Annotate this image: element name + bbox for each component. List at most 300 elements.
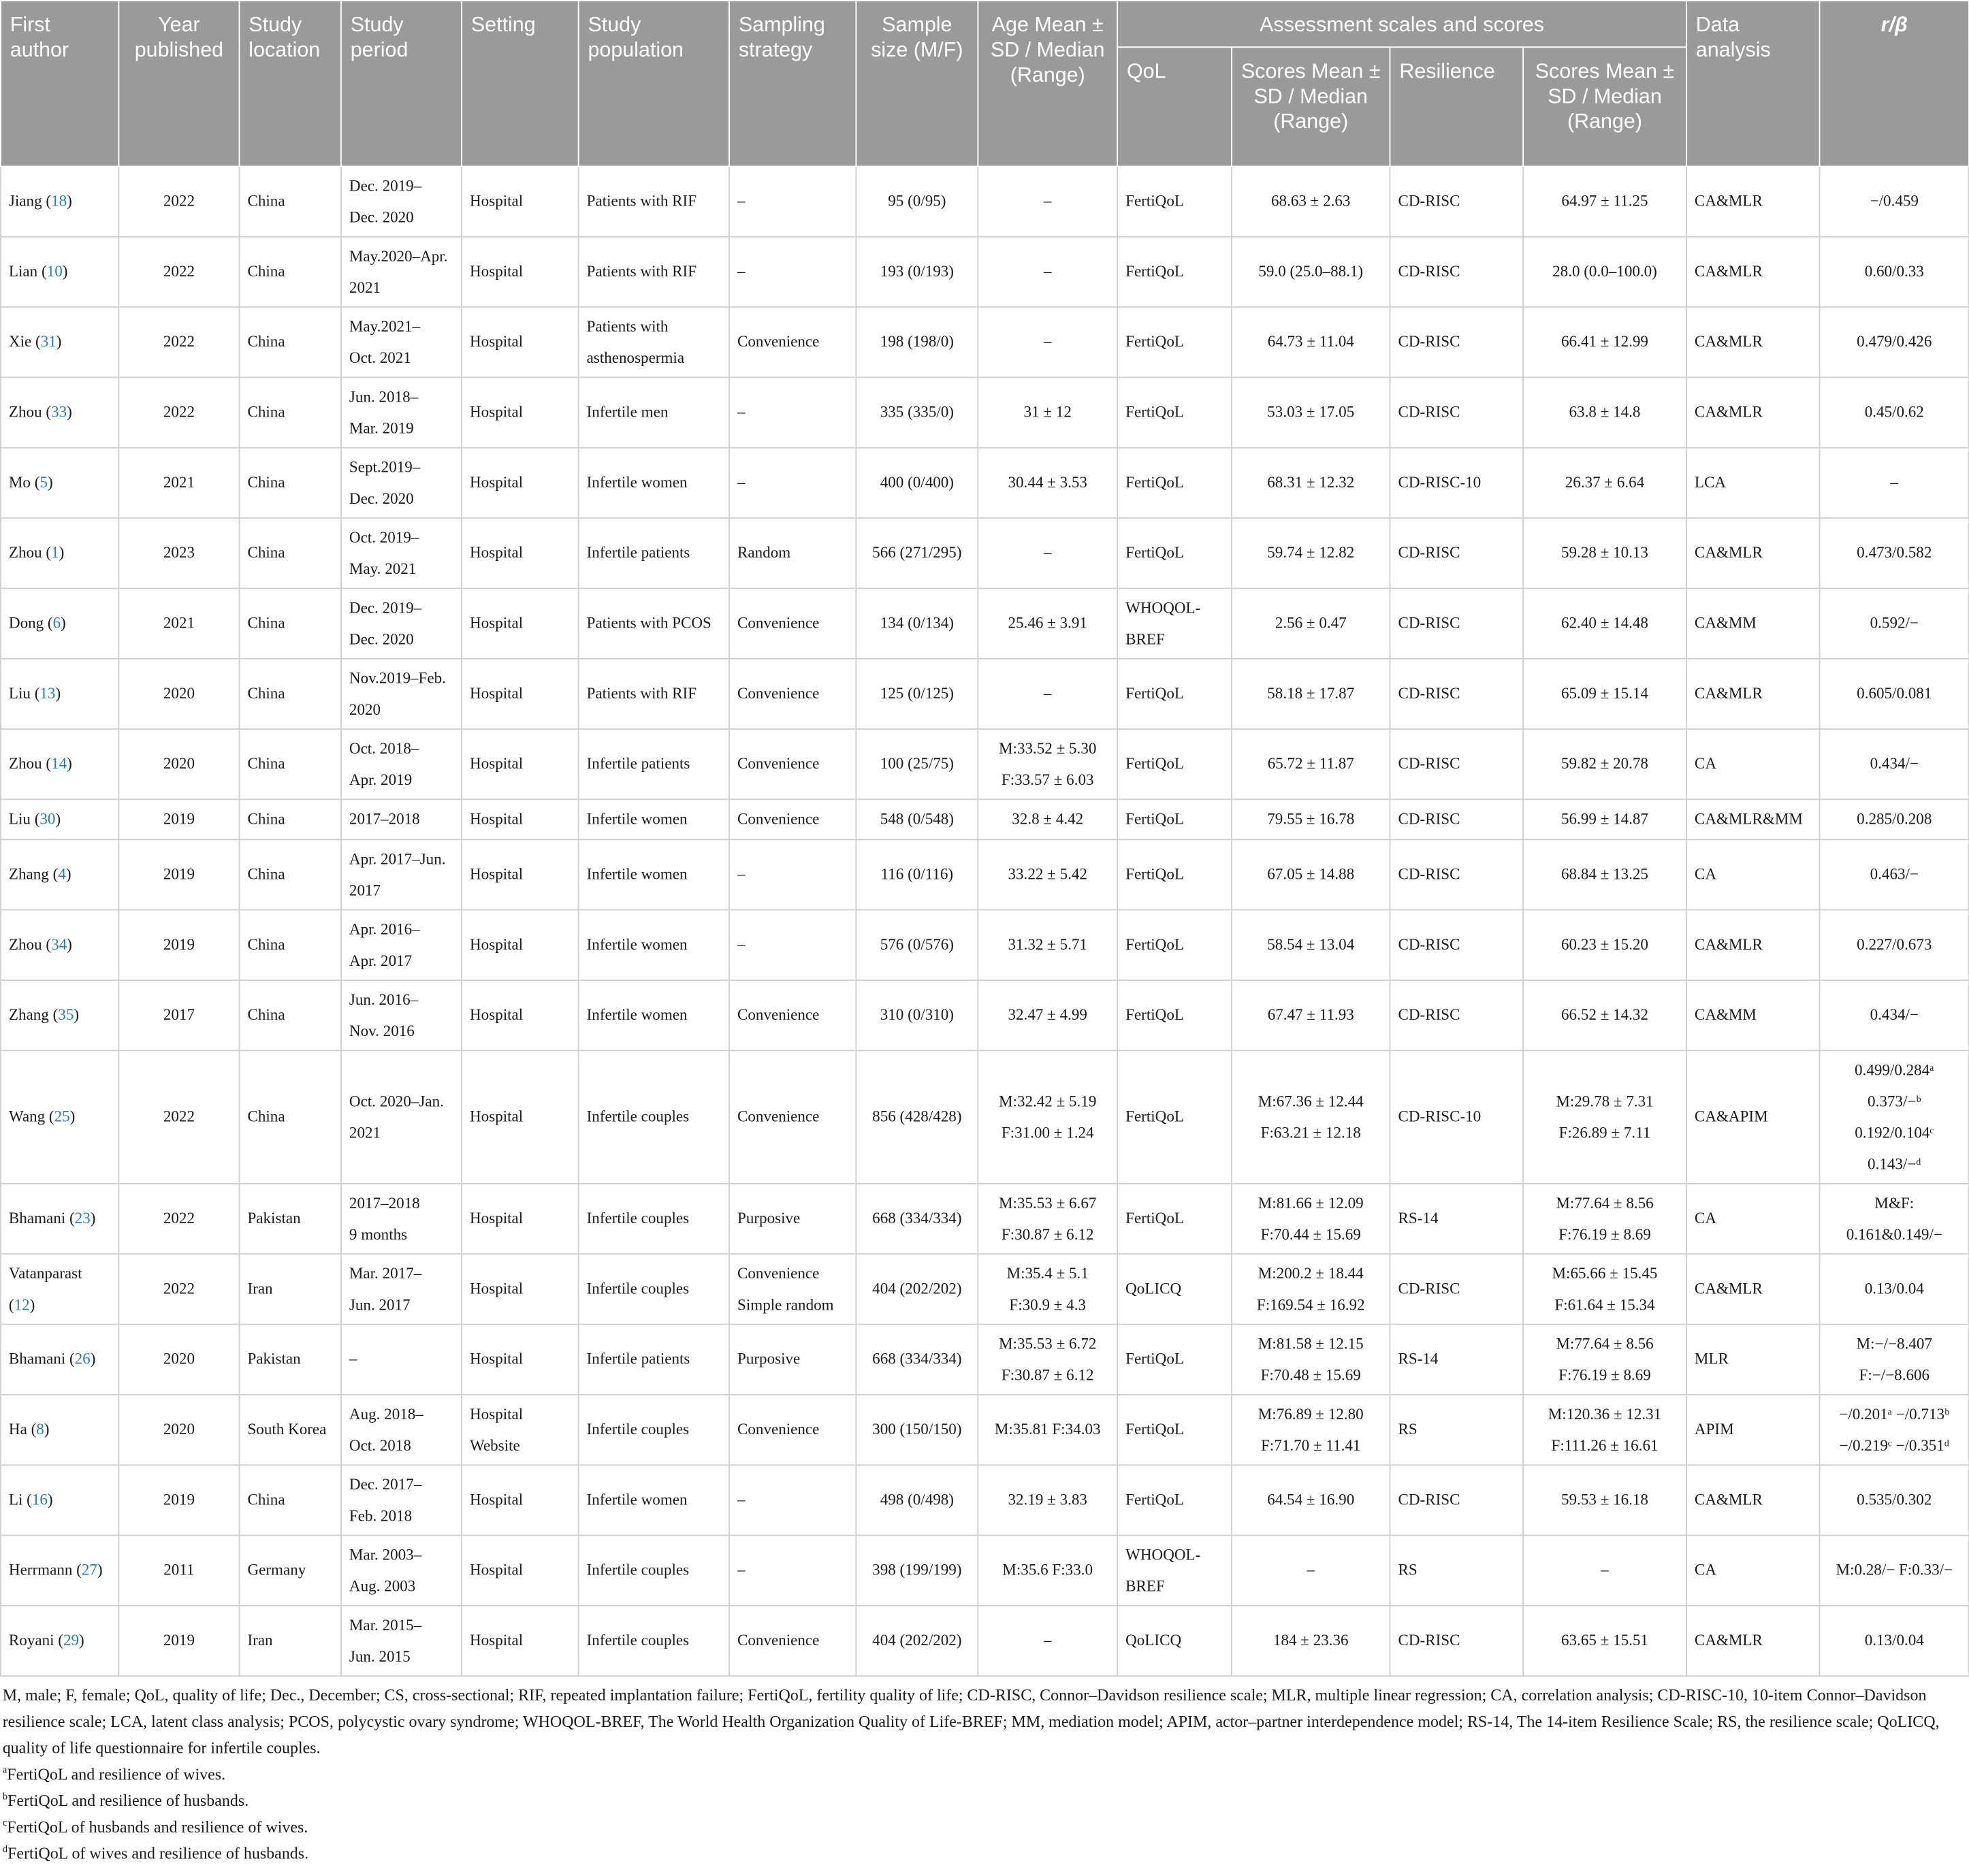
cell-analysis: MLR <box>1686 1325 1820 1395</box>
cell-author: Liu (13) <box>1 659 118 729</box>
cell-r-beta <box>1820 1395 1969 1465</box>
cell-sampling <box>729 166 856 236</box>
cell-year: 2019 <box>118 1465 239 1535</box>
cell-qol <box>1117 799 1232 839</box>
cell-analysis: LCA <box>1686 448 1820 518</box>
cell-r-beta <box>1820 1254 1969 1324</box>
footnote-mark: c <box>2 1817 7 1828</box>
cell-resilience: CD-RISC-10 <box>1390 1050 1523 1184</box>
cell-year: 2022 <box>118 1184 239 1254</box>
cell-sampling <box>729 839 856 909</box>
header-first-author: First author <box>1 1 118 167</box>
cell-period-line: – <box>349 1350 357 1368</box>
table-row <box>1 1050 1969 1184</box>
cell-age <box>978 659 1117 729</box>
cell-resilience: CD-RISC-10 <box>1390 448 1523 518</box>
cell-setting <box>462 237 579 307</box>
author-name: Mo <box>8 473 31 491</box>
cell-author: Royani (29) <box>1 1606 118 1676</box>
cell-period-line: Apr. 2017–Jun. <box>349 850 446 867</box>
cell-sampling <box>729 980 856 1050</box>
table-body <box>1 166 1969 1676</box>
cell-year: 2019 <box>118 910 239 980</box>
cell-qol-scores-line: M:76.89 ± 12.80 <box>1258 1404 1364 1423</box>
cell-resilience-scores-line: 65.09 ± 15.14 <box>1560 684 1648 702</box>
cell-qol-scores-line: F:63.21 ± 12.18 <box>1260 1123 1361 1142</box>
cell-setting <box>462 729 579 799</box>
cell-qol-scores <box>1232 448 1390 518</box>
cell-population <box>579 799 729 839</box>
author-name: Bhamani <box>8 1209 66 1227</box>
cell-r-beta-line: M:−/−8.407 <box>1856 1334 1932 1353</box>
reference-link[interactable]: 6 <box>52 614 61 632</box>
cell-qol-scores-line: M:81.58 ± 12.15 <box>1258 1334 1364 1353</box>
header-analysis: Data analysis <box>1686 1 1820 167</box>
header-sampling: Sampling strategy <box>729 1 856 167</box>
cell-age <box>978 1325 1117 1395</box>
cell-qol-line: FertiQoL <box>1125 754 1184 773</box>
cell-sampling <box>729 448 856 518</box>
cell-age <box>978 1184 1117 1254</box>
cell-age <box>978 377 1117 447</box>
cell-age-line: 31 ± 12 <box>1023 403 1072 421</box>
cell-setting-line: Hospital <box>470 1561 524 1579</box>
cell-resilience-scores-line: F:111.26 ± 16.61 <box>1551 1436 1659 1454</box>
cell-qol-scores <box>1232 1184 1390 1254</box>
cell-year: 2022 <box>118 307 239 377</box>
cell-r-beta <box>1820 588 1969 658</box>
cell-qol-scores <box>1232 799 1390 839</box>
cell-population <box>579 910 729 980</box>
cell-setting-line: Website <box>470 1436 520 1454</box>
cell-sampling <box>729 659 856 729</box>
cell-qol-scores-line: – <box>1307 1561 1315 1579</box>
cell-resilience-scores <box>1523 1395 1686 1465</box>
cell-period-line: Dec. 2020 <box>349 630 414 648</box>
reference-link[interactable]: 12 <box>14 1295 30 1313</box>
cell-qol-scores-line: M:67.36 ± 12.44 <box>1258 1092 1364 1110</box>
cell-resilience: CD-RISC <box>1390 1254 1523 1324</box>
cell-sampling <box>729 1184 856 1254</box>
table-row <box>1 448 1969 518</box>
cell-r-beta <box>1820 166 1969 236</box>
cell-qol-scores <box>1232 910 1390 980</box>
cell-period-line: Jun. 2016– <box>349 990 419 1008</box>
cell-resilience-scores-line: 26.37 ± 6.64 <box>1565 473 1645 491</box>
cell-sample-size: 95 (0/95) <box>856 166 978 236</box>
cell-population-line: Infertile couples <box>586 1420 690 1438</box>
cell-age-line: M:35.6 F:33.0 <box>1002 1561 1093 1579</box>
cell-qol-scores-line: 58.18 ± 17.87 <box>1267 684 1355 702</box>
footnote-text: FertiQoL and resilience of wives. <box>7 1764 226 1783</box>
cell-setting-line: Hospital <box>470 1209 524 1227</box>
cell-sampling-line: Convenience <box>737 1263 820 1282</box>
cell-population-line: Infertile women <box>586 1005 688 1024</box>
reference-link[interactable]: 33 <box>51 403 67 421</box>
cell-period-line: Aug. 2003 <box>349 1576 416 1595</box>
cell-year: 2020 <box>118 729 239 799</box>
cell-setting-line: Hospital <box>470 332 524 351</box>
reference-link[interactable]: 29 <box>63 1631 80 1649</box>
cell-period-line: 2017–2018 <box>349 810 420 828</box>
cell-resilience-scores-line: F:26.89 ± 7.11 <box>1558 1123 1651 1142</box>
cell-r-beta-line: 0.143/−ᵈ <box>1868 1154 1921 1173</box>
cell-period-line: Dec. 2017– <box>349 1474 422 1493</box>
cell-resilience-scores-line: 66.41 ± 12.99 <box>1560 332 1648 351</box>
cell-sampling <box>729 1050 856 1184</box>
cell-year: 2022 <box>118 377 239 447</box>
cell-qol-scores-line: 184 ± 23.36 <box>1272 1631 1349 1649</box>
cell-population <box>579 729 729 799</box>
table-row <box>1 307 1969 377</box>
cell-resilience-scores-line: 28.0 (0.0–100.0) <box>1552 262 1657 280</box>
table-row <box>1 1465 1969 1535</box>
cell-qol-scores <box>1232 1050 1390 1184</box>
cell-resilience-scores-line: 60.23 ± 15.20 <box>1560 935 1648 954</box>
cell-period <box>341 1395 462 1465</box>
cell-location: China <box>239 980 340 1050</box>
cell-analysis: CA <box>1686 729 1820 799</box>
reference-link[interactable]: 5 <box>39 473 48 491</box>
cell-population <box>579 1325 729 1395</box>
cell-r-beta <box>1820 237 1969 307</box>
header-age: Age Mean ± SD / Median (Range) <box>978 1 1117 167</box>
cell-resilience-scores <box>1523 166 1686 236</box>
cell-age-line: F:33.57 ± 6.03 <box>1001 770 1094 788</box>
cell-period-line: Jun. 2018– <box>349 387 419 406</box>
cell-r-beta-line: 0.434/− <box>1870 754 1919 773</box>
cell-setting-line: Hospital <box>470 1631 524 1649</box>
abbreviations-note: M, male; F, female; QoL, quality of life; Dec., December; CS, cross-sectional; RIF, repeated implantation failure; FertiQoL, fertility quality of life; CD-RISC, Connor–Davidson resilience scale; MLR, multiple linear regression; CA, correlation analysis; CD-RISC-10, 10-item Connor–Davidson resilience scale; LCA, latent class analysis; PCOS, polycystic ovary syndrome; WHOQOL-BREF, The World Health Organization Quality of Life-BREF; MM, mediation model; APIM, actor–partner interdependence model; RS-14, The 14-item Resilience Scale; RS, the resilience scale; QoLICQ, quality of life questionnaire for infertile couples. <box>2 1685 1940 1758</box>
table-row <box>1 1606 1969 1676</box>
cell-sampling-line: – <box>737 1491 746 1508</box>
reference-link[interactable]: 4 <box>58 865 66 884</box>
cell-location: China <box>239 518 340 588</box>
cell-location: China <box>239 588 340 658</box>
cell-r-beta <box>1820 910 1969 980</box>
cell-period <box>341 910 462 980</box>
cell-sampling <box>729 518 856 588</box>
cell-period <box>341 518 462 588</box>
cell-age <box>978 448 1117 518</box>
cell-population <box>579 659 729 729</box>
cell-population-line: Patients with PCOS <box>586 614 711 632</box>
cell-sampling <box>729 910 856 980</box>
table-row <box>1 377 1969 447</box>
cell-period-line: May.2021– <box>349 317 421 335</box>
cell-period-line: Nov. 2016 <box>349 1021 415 1039</box>
cell-location: China <box>239 659 340 729</box>
cell-r-beta-line: 0.13/0.04 <box>1864 1280 1924 1297</box>
cell-qol-scores <box>1232 588 1390 658</box>
reference-link[interactable]: 27 <box>81 1561 97 1579</box>
cell-qol <box>1117 588 1232 658</box>
cell-qol-line: FertiQoL <box>1125 1107 1184 1126</box>
reference-link[interactable]: 25 <box>54 1107 70 1126</box>
header-setting: Setting <box>462 1 579 167</box>
cell-sample-size: 116 (0/116) <box>856 839 978 909</box>
cell-period-line: Oct. 2018 <box>349 1436 411 1454</box>
cell-period <box>341 307 462 377</box>
cell-author: Liu (30) <box>1 799 118 839</box>
cell-qol-scores-line: 64.54 ± 16.90 <box>1267 1491 1355 1508</box>
cell-resilience-scores <box>1523 588 1686 658</box>
footnote <box>3 1761 1962 1788</box>
cell-resilience: RS <box>1390 1395 1523 1465</box>
cell-period-line: Mar. 2017– <box>349 1263 422 1282</box>
author-name: Wang <box>8 1107 46 1126</box>
cell-period-line: Aug. 2018– <box>349 1404 423 1423</box>
reference-link[interactable]: 16 <box>31 1491 48 1508</box>
cell-sample-size: 576 (0/576) <box>856 910 978 980</box>
cell-resilience-scores-line: 59.53 ± 16.18 <box>1560 1491 1648 1508</box>
table-row <box>1 659 1969 729</box>
cell-setting <box>462 448 579 518</box>
cell-qol-scores <box>1232 980 1390 1050</box>
cell-qol <box>1117 839 1232 909</box>
cell-age-line: M:35.53 ± 6.67 <box>999 1193 1097 1212</box>
cell-setting-line: Hospital <box>470 403 524 421</box>
cell-resilience: RS-14 <box>1390 1325 1523 1395</box>
cell-age-line: – <box>1043 332 1052 351</box>
cell-location: China <box>239 307 340 377</box>
cell-r-beta <box>1820 1606 1969 1676</box>
cell-population-line: Infertile couples <box>586 1561 690 1579</box>
cell-setting <box>462 799 579 839</box>
cell-population <box>579 518 729 588</box>
table-row <box>1 1254 1969 1324</box>
cell-qol <box>1117 307 1232 377</box>
cell-sampling-line: Convenience <box>737 810 820 828</box>
cell-year: 2022 <box>118 237 239 307</box>
cell-r-beta <box>1820 799 1969 839</box>
cell-analysis: CA&MLR <box>1686 377 1820 447</box>
cell-age <box>978 1395 1117 1465</box>
reference-link[interactable]: 10 <box>46 262 63 280</box>
cell-setting-line: Hospital <box>470 865 524 884</box>
cell-resilience-scores <box>1523 799 1686 839</box>
cell-sample-size: 193 (0/193) <box>856 237 978 307</box>
cell-sample-size: 310 (0/310) <box>856 980 978 1050</box>
reference-link[interactable]: 8 <box>36 1420 44 1438</box>
reference-link[interactable]: 31 <box>40 332 57 351</box>
header-qol-scores: Scores Mean ± SD / Median (Range) <box>1232 47 1390 166</box>
cell-resilience-scores <box>1523 1254 1686 1324</box>
cell-sample-size: 566 (271/295) <box>856 518 978 588</box>
table-row <box>1 910 1969 980</box>
cell-age-line: – <box>1043 192 1052 210</box>
cell-population <box>579 166 729 236</box>
cell-analysis: CA&MM <box>1686 980 1820 1050</box>
cell-period-line: Dec. 2020 <box>349 208 414 226</box>
cell-period <box>341 588 462 658</box>
table-row <box>1 729 1969 799</box>
cell-location: China <box>239 799 340 839</box>
table-row <box>1 518 1969 588</box>
header-resilience-scores: Scores Mean ± SD / Median (Range) <box>1523 47 1686 166</box>
table-notes <box>0 1677 1965 1866</box>
cell-setting <box>462 518 579 588</box>
cell-sampling-line: – <box>737 192 746 210</box>
cell-qol-scores-line: 65.72 ± 11.87 <box>1267 754 1354 773</box>
cell-setting <box>462 659 579 729</box>
cell-setting <box>462 1184 579 1254</box>
cell-qol-scores-line: 59.0 (25.0–88.1) <box>1258 262 1364 280</box>
cell-analysis: CA&MLR <box>1686 518 1820 588</box>
cell-resilience: RS-14 <box>1390 1184 1523 1254</box>
cell-r-beta <box>1820 729 1969 799</box>
cell-location: China <box>239 237 340 307</box>
cell-qol-line: FertiQoL <box>1125 1005 1184 1024</box>
reference-link[interactable]: 13 <box>39 684 56 702</box>
cell-sampling-line: – <box>737 403 746 421</box>
cell-author: Zhou (1) <box>1 518 118 588</box>
author-name: Dong <box>8 614 44 632</box>
cell-population <box>579 1465 729 1535</box>
reference-link[interactable]: 30 <box>39 810 56 828</box>
header-period: Study period <box>341 1 462 167</box>
cell-population-line: Infertile couples <box>586 1209 690 1227</box>
cell-age-line: – <box>1043 262 1052 280</box>
reference-link[interactable]: 35 <box>58 1005 74 1024</box>
cell-sampling-line: – <box>737 262 746 280</box>
cell-sampling <box>729 1606 856 1676</box>
cell-year: 2022 <box>118 1254 239 1324</box>
cell-analysis: CA&MLR <box>1686 910 1820 980</box>
cell-population-line: Patients with RIF <box>586 192 697 210</box>
cell-population <box>579 588 729 658</box>
cell-resilience-scores <box>1523 1536 1686 1606</box>
cell-r-beta <box>1820 1536 1969 1606</box>
author-name: Li <box>8 1491 23 1508</box>
cell-r-beta-line: F:−/−8.606 <box>1859 1365 1930 1384</box>
cell-sampling <box>729 1395 856 1465</box>
cell-r-beta-line: 0.605/0.081 <box>1857 684 1932 702</box>
cell-age-line: M:35.53 ± 6.72 <box>999 1334 1097 1353</box>
cell-year: 2021 <box>118 588 239 658</box>
cell-period-line: Dec. 2020 <box>349 489 414 507</box>
cell-year: 2019 <box>118 799 239 839</box>
cell-age-line: – <box>1043 543 1052 562</box>
table-row <box>1 1395 1969 1465</box>
cell-r-beta-line: −/0.219ᶜ −/0.351ᵈ <box>1839 1436 1950 1454</box>
cell-year: 2020 <box>118 659 239 729</box>
cell-setting <box>462 980 579 1050</box>
cell-sample-size: 856 (428/428) <box>856 1050 978 1184</box>
author-name: Zhou <box>8 754 42 773</box>
cell-period-line: 2021 <box>349 278 381 296</box>
cell-location: South Korea <box>239 1395 340 1465</box>
author-name: Zhang <box>8 865 49 884</box>
cell-age <box>978 839 1117 909</box>
cell-r-beta-line: – <box>1890 473 1899 491</box>
cell-qol-line: QoLICQ <box>1125 1280 1182 1297</box>
cell-age-line: – <box>1043 1631 1052 1649</box>
reference-link[interactable]: 14 <box>51 754 67 773</box>
footnote-mark: d <box>2 1843 8 1855</box>
cell-population-line: Patients with <box>586 317 669 335</box>
author-name: Lian <box>8 262 38 280</box>
reference-link[interactable]: 26 <box>74 1350 91 1368</box>
author-name: Vatanparast <box>8 1263 82 1282</box>
cell-analysis: CA&MM <box>1686 588 1820 658</box>
footnote-text: FertiQoL of wives and resilience of husbands. <box>7 1843 309 1863</box>
cell-period <box>341 166 462 236</box>
author-name: Ha <box>8 1420 27 1438</box>
cell-sample-size: 300 (150/150) <box>856 1395 978 1465</box>
cell-analysis: CA&MLR <box>1686 166 1820 236</box>
reference-link[interactable]: 23 <box>74 1209 91 1227</box>
cell-resilience-scores <box>1523 1050 1686 1184</box>
cell-analysis: CA <box>1686 839 1820 909</box>
cell-resilience-scores-line: 68.84 ± 13.25 <box>1560 865 1648 884</box>
cell-sampling-line: – <box>737 1561 746 1579</box>
cell-period-line: 2020 <box>349 700 381 718</box>
cell-sample-size: 398 (199/199) <box>856 1536 978 1606</box>
cell-qol-line: FertiQoL <box>1125 192 1184 210</box>
cell-sampling-line: Convenience <box>737 614 820 632</box>
cell-population <box>579 448 729 518</box>
cell-r-beta-line: 0.13/0.04 <box>1864 1631 1924 1649</box>
cell-resilience-scores <box>1523 518 1686 588</box>
cell-resilience: CD-RISC <box>1390 588 1523 658</box>
cell-period <box>341 659 462 729</box>
reference-link[interactable]: 1 <box>51 543 59 562</box>
cell-population-line: Infertile patients <box>586 543 690 562</box>
reference-link[interactable]: 34 <box>51 935 67 954</box>
cell-sample-size: 404 (202/202) <box>856 1254 978 1324</box>
cell-location: Germany <box>239 1536 340 1606</box>
cell-qol-scores-line: F:70.48 ± 15.69 <box>1260 1365 1361 1384</box>
cell-resilience-scores-line: 59.82 ± 20.78 <box>1560 754 1648 773</box>
cell-setting-line: Hospital <box>470 1350 524 1368</box>
cell-period-line: Nov.2019–Feb. <box>349 668 446 687</box>
cell-setting-line: Hospital <box>470 1404 524 1423</box>
cell-r-beta <box>1820 1325 1969 1395</box>
cell-r-beta-line: M:0.28/− F:0.33/− <box>1836 1561 1953 1579</box>
cell-resilience: CD-RISC <box>1390 659 1523 729</box>
cell-qol <box>1117 518 1232 588</box>
cell-population <box>579 980 729 1050</box>
cell-qol-scores-line: 79.55 ± 16.78 <box>1267 810 1355 828</box>
cell-qol <box>1117 1606 1232 1676</box>
cell-qol-scores <box>1232 166 1390 236</box>
cell-year: 2020 <box>118 1395 239 1465</box>
cell-sample-size: 498 (0/498) <box>856 1465 978 1535</box>
cell-period <box>341 980 462 1050</box>
cell-qol-scores <box>1232 729 1390 799</box>
cell-location: China <box>239 1465 340 1535</box>
header-qol: QoL <box>1117 47 1232 166</box>
cell-qol-scores-line: 58.54 ± 13.04 <box>1267 935 1355 954</box>
cell-sampling-line: – <box>737 865 746 884</box>
cell-age-line: F:30.87 ± 6.12 <box>1001 1365 1094 1384</box>
cell-resilience-scores <box>1523 1325 1686 1395</box>
cell-qol <box>1117 448 1232 518</box>
author-name: Zhou <box>8 935 42 954</box>
cell-r-beta-line: −/0.201ᵃ −/0.713ᵇ <box>1839 1404 1950 1423</box>
cell-setting-line: Hospital <box>470 684 524 702</box>
cell-qol <box>1117 377 1232 447</box>
cell-period-line: May.2020–Apr. <box>349 246 448 265</box>
cell-resilience-scores-line: F:61.64 ± 15.34 <box>1554 1295 1655 1313</box>
cell-location: Iran <box>239 1254 340 1324</box>
cell-resilience: CD-RISC <box>1390 839 1523 909</box>
reference-link[interactable]: 18 <box>51 192 67 210</box>
header-assessment: Assessment scales and scores <box>1117 1 1686 47</box>
cell-r-beta-line: 0.192/0.104ᶜ <box>1855 1123 1934 1142</box>
cell-sample-size: 198 (198/0) <box>856 307 978 377</box>
